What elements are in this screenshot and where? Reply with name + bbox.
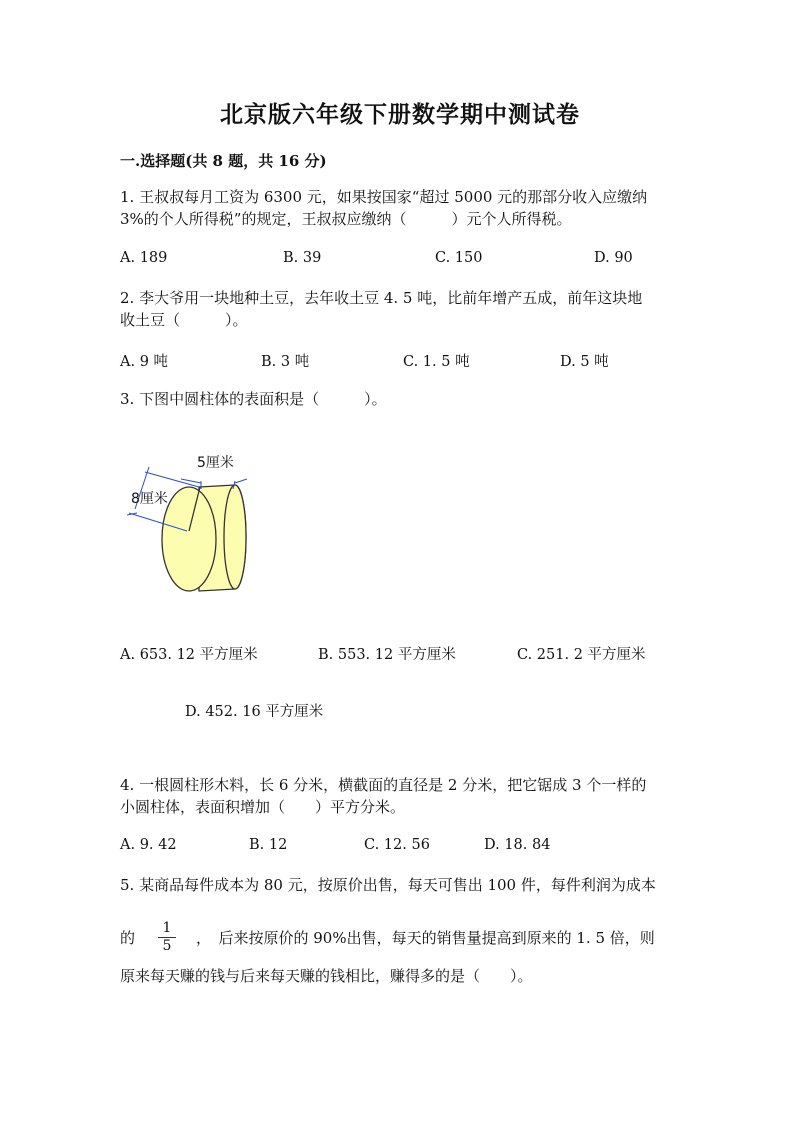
radius-arrow-ext-top (145, 472, 199, 487)
section-heading: 一.选择题(共 8 题，共 16 分) (120, 152, 327, 170)
question-5-line-3: 原来每天赚的钱与后来每天赚的钱相比，赚得多的是（ ）。 (120, 967, 533, 985)
label-8cm: 8厘米 (131, 491, 168, 507)
question-4-line-1: 4. 一根圆柱形木料，长 6 分米，横截面的直径是 2 分米，把它锯成 3 个一样的 (120, 776, 647, 794)
question-1-line-1: 1. 王叔叔每月工资为 6300 元，如果按国家“超过 5000 元的那部分收入应缴纳 (120, 188, 648, 206)
question-5-line-2: ， 后来按原价的 90%出售，每天的销售量提高到原来的 1. 5 倍，则 (196, 929, 655, 947)
fraction-one-fifth (158, 921, 176, 954)
fraction-denominator: 5 (162, 938, 172, 954)
question-4-line-2: 小圆柱体，表面积增加（ ）平方分米。 (120, 798, 406, 816)
question-4-option-b: B. 12 (249, 837, 288, 853)
question-1-option-c: C. 150 (435, 250, 483, 266)
question-4-option-c: C. 12. 56 (364, 837, 430, 853)
label-5cm: 5厘米 (197, 455, 234, 471)
fraction-numerator: 1 (162, 920, 172, 936)
cylinder-front-face (162, 487, 216, 591)
question-3-line-1: 3. 下图中圆柱体的表面积是（ ）。 (120, 390, 387, 408)
question-1-option-a: A. 189 (120, 250, 168, 266)
question-2-option-a: A. 9 吨 (120, 354, 169, 370)
cylinder-back-face (224, 485, 246, 589)
question-1-line-2: 3%的个人所得税”的规定，王叔叔应缴纳（ ）元个人所得税。 (120, 210, 572, 228)
question-3-option-c: C. 251. 2 平方厘米 (517, 647, 646, 663)
question-2-line-1: 2. 李大爷用一块地种土豆，去年收土豆 4. 5 吨，比前年增产五成，前年这块地 (120, 289, 643, 307)
question-2-line-2: 收土豆（ ）。 (120, 311, 248, 329)
cylinder-figure (115, 445, 255, 595)
question-2-option-b: B. 3 吨 (261, 354, 310, 370)
height-arrow-main-right (235, 479, 247, 483)
question-5-line-1: 5. 某商品每件成本为 80 元，按原价出售，每天可售出 100 件，每件利润为成本 (120, 876, 656, 894)
question-5-line-2-prefix: 的 (120, 929, 136, 947)
question-3-option-a: A. 653. 12 平方厘米 (120, 647, 258, 663)
question-1-option-b: B. 39 (283, 250, 322, 266)
question-4-option-d: D. 18. 84 (484, 837, 551, 853)
question-1-option-d: D. 90 (594, 250, 633, 266)
question-3-option-b: B. 553. 12 平方厘米 (318, 647, 456, 663)
question-3-option-d: D. 452. 16 平方厘米 (185, 704, 324, 720)
question-4-option-a: A. 9. 42 (120, 837, 177, 853)
question-2-option-c: C. 1. 5 吨 (403, 354, 470, 370)
page-title: 北京版六年级下册数学期中测试卷 (220, 101, 580, 128)
question-2-option-d: D. 5 吨 (560, 354, 609, 370)
